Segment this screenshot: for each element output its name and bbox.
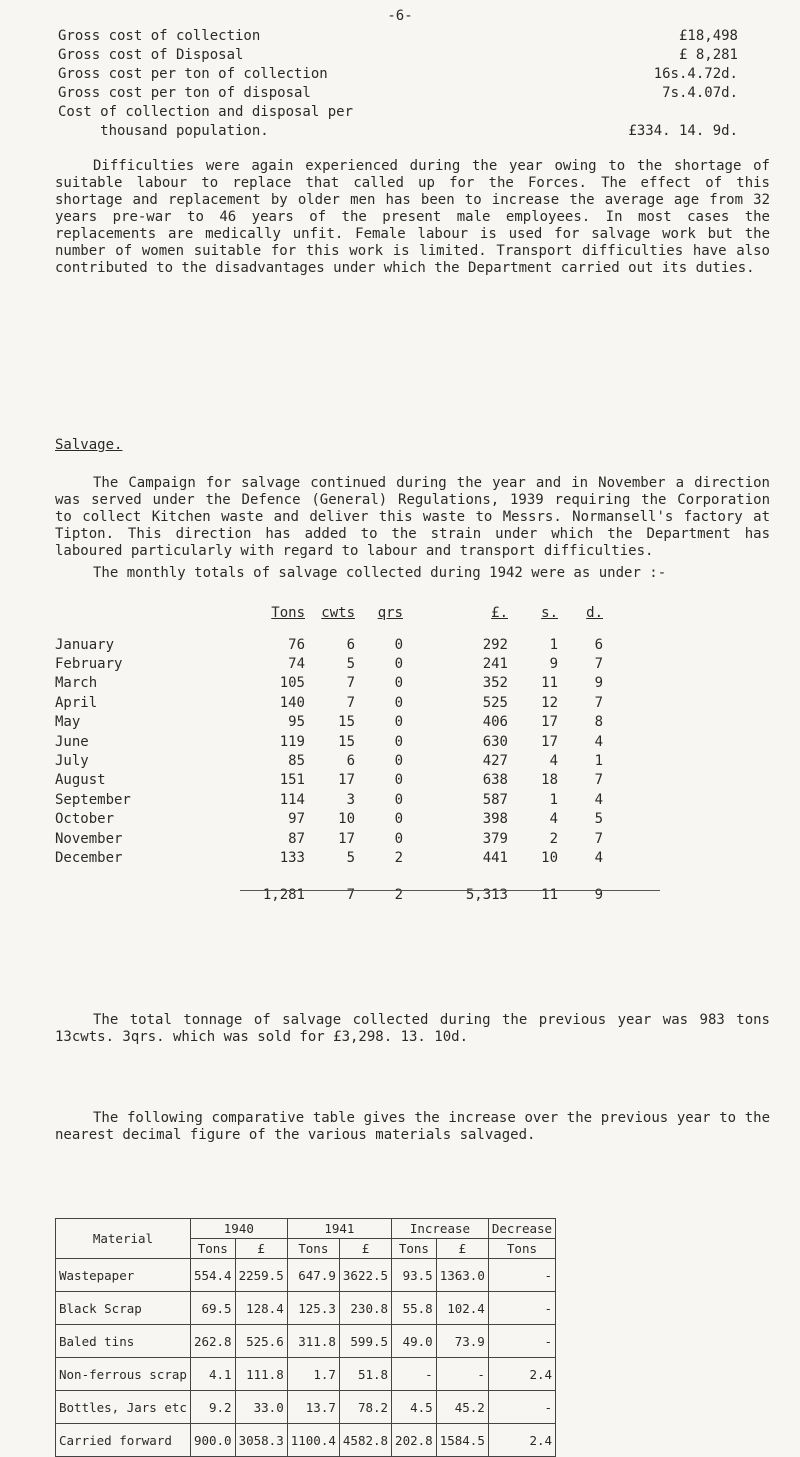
cell-pounds: 241 — [482, 656, 508, 673]
cell-qrs: 0 — [394, 811, 403, 828]
cell-1941-tons: 13.7 — [287, 1391, 339, 1424]
cell-qrs: 2 — [394, 849, 403, 866]
cell-1940-pounds: 2259.5 — [235, 1259, 287, 1292]
table-row — [56, 1424, 556, 1457]
table-header-row — [56, 1219, 556, 1239]
cell-pounds: 630 — [482, 733, 508, 750]
cell-qrs: 0 — [394, 714, 403, 731]
table-row — [55, 713, 603, 732]
cell-decrease-tons: - — [488, 1259, 555, 1292]
total-cell-tons: 1,281 — [262, 887, 305, 904]
cell-shillings: 4 — [549, 811, 558, 828]
cell-pounds: 638 — [482, 772, 508, 789]
cost-label: Gross cost per ton of disposal — [58, 85, 311, 101]
header-decrease: Decrease — [488, 1219, 555, 1239]
cell-pence: 4 — [594, 733, 603, 750]
cell-qrs: 0 — [394, 636, 403, 653]
cell-pounds: 587 — [482, 791, 508, 808]
cell-1941-pounds: 230.8 — [339, 1292, 391, 1325]
paragraph-text: The Campaign for salvage continued during the year and in November a direction was served under the Defence (General) Regulations, 1939 requiring the Corporation to collect Kitchen waste and deliver this waste to Messrs. Normansell's factory at Tipton. This direction has added to the strain under which the Department has laboured particularly with regard to labour and transport difficulties. — [55, 475, 770, 559]
salvage-heading: Salvage. — [55, 437, 123, 453]
subheader-tons: Tons — [488, 1239, 555, 1259]
cell-shillings: 18 — [541, 772, 558, 789]
cell-qrs: 0 — [394, 733, 403, 750]
cell-increase-tons: 93.5 — [392, 1259, 437, 1292]
cell-1941-tons: 1.7 — [287, 1358, 339, 1391]
cell-1941-tons: 1100.4 — [287, 1424, 339, 1457]
cell-pounds: 379 — [482, 830, 508, 847]
cell-1941-pounds: 4582.8 — [339, 1424, 391, 1457]
cell-qrs: 0 — [394, 830, 403, 847]
cell-shillings: 2 — [549, 830, 558, 847]
cell-pence: 8 — [594, 714, 603, 731]
cell-pence: 1 — [594, 753, 603, 770]
paragraph-text: The following comparative table gives the increase over the previous year to the nearest decimal figure of the various materials salvaged. — [55, 1110, 770, 1143]
cost-label: Gross cost of Disposal — [58, 47, 244, 63]
cell-shillings: 10 — [541, 849, 558, 866]
cell-tons: 87 — [288, 830, 305, 847]
cell-tons: 74 — [288, 656, 305, 673]
header-increase: Increase — [392, 1219, 489, 1239]
cell-1940-pounds: 3058.3 — [235, 1424, 287, 1457]
cost-label: thousand population. — [58, 123, 269, 139]
table-row — [55, 693, 603, 712]
total-cell-qrs: 2 — [394, 887, 403, 904]
cell-cwts: 5 — [346, 849, 355, 866]
cell-tons: 119 — [279, 733, 305, 750]
cell-shillings: 1 — [549, 636, 558, 653]
cell-1940-tons: 9.2 — [190, 1391, 235, 1424]
cell-1941-tons: 311.8 — [287, 1325, 339, 1358]
cell-cwts: 17 — [338, 830, 355, 847]
subheader-tons: Tons — [392, 1239, 437, 1259]
cell-month: May — [55, 714, 81, 731]
page-number: -6- — [387, 8, 413, 24]
paragraph-salvage-campaign — [55, 475, 770, 560]
cell-month: January — [55, 636, 115, 653]
cell-month: February — [55, 656, 123, 673]
subheader-pounds: £ — [436, 1239, 488, 1259]
cell-qrs: 0 — [394, 753, 403, 770]
table-row — [55, 771, 603, 790]
cell-decrease-tons: 2.4 — [488, 1358, 555, 1391]
cell-pounds: 525 — [482, 694, 508, 711]
table-row — [55, 790, 603, 809]
cost-label: Gross cost of collection — [58, 28, 261, 44]
table-row — [55, 848, 603, 867]
cell-month: September — [55, 791, 131, 808]
cell-pence: 5 — [594, 811, 603, 828]
table-row — [55, 810, 603, 829]
cell-1941-pounds: 51.8 — [339, 1358, 391, 1391]
cell-cwts: 6 — [346, 753, 355, 770]
cost-label: Cost of collection and disposal per — [58, 104, 354, 120]
cell-1940-pounds: 128.4 — [235, 1292, 287, 1325]
cell-qrs: 0 — [394, 694, 403, 711]
cell-pence: 7 — [594, 772, 603, 789]
subheader-pounds: £ — [235, 1239, 287, 1259]
header-pounds: £. — [491, 605, 508, 621]
cell-month: June — [55, 733, 89, 750]
monthly-salvage-table — [55, 605, 603, 905]
cell-1941-tons: 647.9 — [287, 1259, 339, 1292]
paragraph-text: The monthly totals of salvage collected during 1942 were as under :- — [93, 565, 667, 581]
cell-tons: 114 — [279, 791, 305, 808]
cell-pence: 6 — [594, 636, 603, 653]
table-row — [55, 654, 603, 673]
total-row — [55, 868, 603, 905]
cost-row-per-thousand-line1 — [58, 104, 738, 124]
cell-cwts: 7 — [346, 675, 355, 692]
cell-qrs: 0 — [394, 675, 403, 692]
cell-cwts: 15 — [338, 733, 355, 750]
cell-cwts: 15 — [338, 714, 355, 731]
cost-row-disposal-per-ton — [58, 85, 738, 105]
paragraph-text: The total tonnage of salvage collected during the previous year was 983 tons 13cwts. 3qrs. which was sold for £3,298. 13. 10d. — [55, 1012, 770, 1045]
cost-row-per-thousand-line2 — [58, 123, 738, 143]
comparative-table — [55, 1218, 556, 1457]
cell-cwts: 6 — [346, 636, 355, 653]
cell-increase-tons: 49.0 — [392, 1325, 437, 1358]
cell-pence: 7 — [594, 830, 603, 847]
cost-value: £334. 14. 9d. — [628, 123, 738, 139]
table-row — [56, 1325, 556, 1358]
cost-value: £18,498 — [678, 28, 738, 44]
cell-increase-pounds: 45.2 — [436, 1391, 488, 1424]
paragraph-comparative-intro — [55, 1110, 770, 1144]
table-row — [56, 1292, 556, 1325]
cell-1941-pounds: 599.5 — [339, 1325, 391, 1358]
cell-pence: 7 — [594, 694, 603, 711]
cell-material: Bottles, Jars etc — [56, 1391, 191, 1424]
cell-cwts: 3 — [346, 791, 355, 808]
cost-row-disposal — [58, 47, 738, 67]
cell-cwts: 10 — [338, 811, 355, 828]
paragraph-text: Difficulties were again experienced during the year owing to the shortage of suitable labour to replace that called up for the Forces. The effect of this shortage and replacement by older men has been to increase the average age from 32 years pre-war to 46 years of the present male employees. In most cases the replacements are medically unfit. Female labour is used for salvage work but the number of women suitable for this work is limited. Transport difficulties have also contributed to the disadvantages under which the Department carried out its duties. — [55, 158, 770, 276]
cell-increase-tons: 55.8 — [392, 1292, 437, 1325]
cell-pounds: 352 — [482, 675, 508, 692]
table-row — [55, 751, 603, 770]
cell-month: August — [55, 772, 106, 789]
cell-shillings: 11 — [541, 675, 558, 692]
table-row — [56, 1391, 556, 1424]
cell-increase-pounds: - — [436, 1358, 488, 1391]
total-cell-shillings: 11 — [541, 887, 558, 904]
cell-pence: 7 — [594, 656, 603, 673]
cell-pounds: 427 — [482, 753, 508, 770]
cell-month: October — [55, 811, 115, 828]
cell-1941-tons: 125.3 — [287, 1292, 339, 1325]
subheader-tons: Tons — [190, 1239, 235, 1259]
cell-qrs: 0 — [394, 772, 403, 789]
cell-1940-tons: 554.4 — [190, 1259, 235, 1292]
table-row — [55, 635, 603, 654]
header-1940: 1940 — [190, 1219, 287, 1239]
cell-month: April — [55, 694, 98, 711]
cost-value: 16s.4.72d. — [653, 66, 738, 82]
cell-pence: 9 — [594, 675, 603, 692]
cell-pence: 4 — [594, 791, 603, 808]
cell-1940-tons: 262.8 — [190, 1325, 235, 1358]
cell-increase-pounds: 73.9 — [436, 1325, 488, 1358]
cell-material: Carried forward — [56, 1424, 191, 1457]
cell-tons: 133 — [279, 849, 305, 866]
table-row — [56, 1259, 556, 1292]
subheader-tons: Tons — [287, 1239, 339, 1259]
cell-increase-pounds: 1584.5 — [436, 1424, 488, 1457]
cell-increase-tons: 202.8 — [392, 1424, 437, 1457]
cell-qrs: 0 — [394, 656, 403, 673]
cell-month: March — [55, 675, 98, 692]
cost-row-collection — [58, 28, 738, 48]
header-cwts: cwts — [321, 605, 355, 621]
cell-1940-tons: 69.5 — [190, 1292, 235, 1325]
paragraph-previous-year — [55, 1012, 770, 1046]
cell-pence: 4 — [594, 849, 603, 866]
cell-shillings: 4 — [549, 753, 558, 770]
cost-row-collection-per-ton — [58, 66, 738, 86]
cell-pounds: 292 — [482, 636, 508, 653]
cell-shillings: 9 — [549, 656, 558, 673]
cell-pounds: 398 — [482, 811, 508, 828]
cell-cwts: 7 — [346, 694, 355, 711]
total-cell-cwts: 7 — [346, 887, 355, 904]
cell-tons: 76 — [288, 636, 305, 653]
cell-increase-tons: - — [392, 1358, 437, 1391]
table-row — [55, 674, 603, 693]
subheader-pounds: £ — [339, 1239, 391, 1259]
header-shillings: s. — [541, 605, 558, 621]
table-row — [55, 829, 603, 848]
cost-value: 7s.4.07d. — [662, 85, 738, 101]
cell-pounds: 441 — [482, 849, 508, 866]
header-material: Material — [56, 1219, 191, 1259]
cell-tons: 95 — [288, 714, 305, 731]
header-qrs: qrs — [377, 605, 403, 621]
cell-1941-pounds: 78.2 — [339, 1391, 391, 1424]
cell-material: Non-ferrous scrap — [56, 1358, 191, 1391]
cell-increase-pounds: 102.4 — [436, 1292, 488, 1325]
cell-1940-pounds: 33.0 — [235, 1391, 287, 1424]
header-tons: Tons — [271, 605, 305, 621]
cell-increase-pounds: 1363.0 — [436, 1259, 488, 1292]
cell-tons: 140 — [279, 694, 305, 711]
cell-decrease-tons: - — [488, 1391, 555, 1424]
cell-qrs: 0 — [394, 791, 403, 808]
cell-material: Black Scrap — [56, 1292, 191, 1325]
cell-shillings: 1 — [549, 791, 558, 808]
cell-shillings: 12 — [541, 694, 558, 711]
cell-tons: 85 — [288, 753, 305, 770]
cell-decrease-tons: 2.4 — [488, 1424, 555, 1457]
cell-material: Baled tins — [56, 1325, 191, 1358]
cost-value: £ 8,281 — [678, 47, 738, 63]
total-rule — [240, 890, 660, 891]
cell-month — [55, 868, 210, 905]
cell-shillings: 17 — [541, 714, 558, 731]
cell-tons: 105 — [279, 675, 305, 692]
cell-decrease-tons: - — [488, 1292, 555, 1325]
cell-cwts: 5 — [346, 656, 355, 673]
cost-label: Gross cost per ton of collection — [58, 66, 328, 82]
cell-1940-tons: 900.0 — [190, 1424, 235, 1457]
cell-increase-tons: 4.5 — [392, 1391, 437, 1424]
paragraph-monthly-intro — [55, 565, 770, 582]
table-row — [55, 732, 603, 751]
table-header-row — [55, 605, 603, 635]
total-cell-pence: 9 — [594, 887, 603, 904]
cell-1940-pounds: 111.8 — [235, 1358, 287, 1391]
cell-1941-pounds: 3622.5 — [339, 1259, 391, 1292]
cell-decrease-tons: - — [488, 1325, 555, 1358]
header-1941: 1941 — [287, 1219, 391, 1239]
paragraph-labour-difficulties — [55, 158, 770, 277]
header-month — [55, 605, 210, 635]
cell-tons: 151 — [279, 772, 305, 789]
header-pence: d. — [586, 605, 603, 621]
cell-pounds: 406 — [482, 714, 508, 731]
cell-1940-pounds: 525.6 — [235, 1325, 287, 1358]
cell-tons: 97 — [288, 811, 305, 828]
cell-cwts: 17 — [338, 772, 355, 789]
cell-shillings: 17 — [541, 733, 558, 750]
table-row — [56, 1358, 556, 1391]
cell-month: July — [55, 753, 89, 770]
cell-material: Wastepaper — [56, 1259, 191, 1292]
cell-1940-tons: 4.1 — [190, 1358, 235, 1391]
cell-month: November — [55, 830, 123, 847]
total-cell-pounds: 5,313 — [465, 887, 508, 904]
cell-month: December — [55, 849, 123, 866]
